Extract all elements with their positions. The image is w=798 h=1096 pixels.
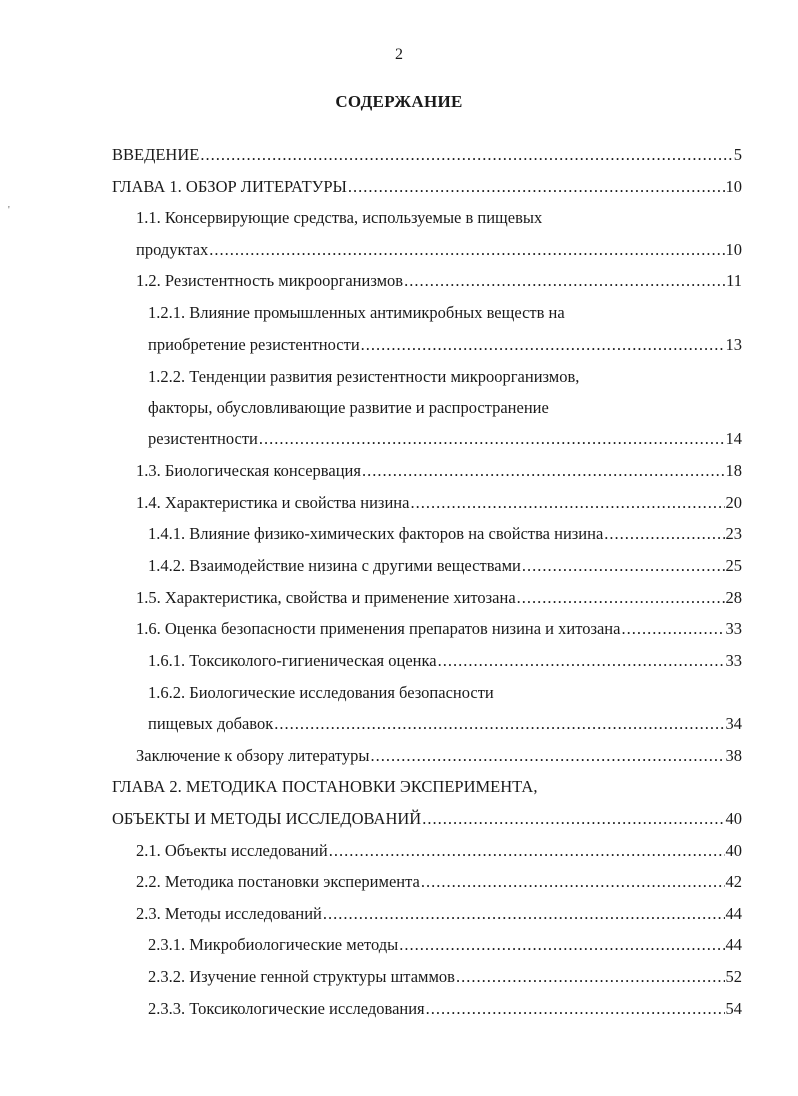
toc-entry-page: 10	[725, 177, 742, 196]
toc-entry-label: факторы, обусловливающие развитие и распространение	[148, 398, 549, 417]
dot-leader	[200, 144, 732, 166]
toc-entry-label: 1.6.2. Биологические исследования безопасности	[148, 683, 494, 702]
dot-leader	[604, 523, 724, 545]
dot-leader	[410, 492, 724, 514]
toc-entry-page: 5	[733, 145, 742, 164]
toc-entry-label: 2.3. Методы исследований	[136, 904, 322, 923]
toc-entry-label: 1.2.2. Тенденции развития резистентности микроорганизмов,	[148, 367, 580, 386]
toc-entry-label: резистентности	[148, 429, 258, 448]
toc-entry-2-3-2[interactable]	[148, 966, 742, 988]
toc-entry-label: ГЛАВА 1. ОБЗОР ЛИТЕРАТУРЫ	[112, 177, 347, 196]
toc-entry-1-2-1-line-1[interactable]	[148, 302, 565, 324]
toc-entry-page: 38	[725, 746, 742, 765]
toc-entry-1-6-1[interactable]	[148, 650, 742, 672]
page-title: СОДЕРЖАНИЕ	[335, 92, 463, 111]
dot-leader	[348, 176, 725, 198]
toc-entry-label: приобретение резистентности	[148, 335, 360, 354]
toc-entry-page: 52	[725, 967, 742, 986]
toc-entry-label: 2.3.1. Микробиологические методы	[148, 935, 399, 954]
toc-entry-1-4-1[interactable]	[148, 523, 742, 545]
toc-entry-1-4[interactable]	[136, 492, 742, 514]
dot-leader	[438, 650, 725, 672]
toc-entry-label: ОБЪЕКТЫ И МЕТОДЫ ИССЛЕДОВАНИЙ	[112, 809, 422, 828]
toc-entry-1-1[interactable]	[136, 239, 742, 261]
toc-entry-1-5[interactable]	[136, 587, 742, 609]
toc-entry-introduction[interactable]	[112, 144, 742, 166]
toc-entry-2-3-1[interactable]	[148, 934, 742, 956]
toc-entry-label: ВВЕДЕНИЕ	[112, 145, 200, 164]
toc-entry-label: ГЛАВА 2. МЕТОДИКА ПОСТАНОВКИ ЭКСПЕРИМЕНТА,	[112, 777, 538, 796]
dot-leader	[323, 903, 725, 925]
toc-entry-chapter-2-line-1[interactable]	[112, 776, 537, 798]
dot-leader	[274, 713, 724, 735]
toc-entry-page: 40	[725, 809, 742, 828]
toc-entry-1-1-line-1[interactable]	[136, 207, 542, 229]
toc-entry-page: 25	[725, 556, 742, 575]
toc-entry-1-6[interactable]	[136, 618, 742, 640]
toc-entry-1-2-2-line-2[interactable]	[148, 397, 549, 419]
toc-entry-1-4-2[interactable]	[148, 555, 742, 577]
dot-leader	[621, 618, 724, 640]
toc-entry-page: 40	[725, 841, 742, 860]
dot-leader	[517, 587, 725, 609]
toc-entry-page: 10	[725, 240, 742, 259]
toc-entry-page: 33	[725, 651, 742, 670]
toc-entry-label: Заключение к обзору литературы	[136, 746, 370, 765]
page-number: 2	[395, 46, 403, 63]
toc-entry-label: 1.2. Резистентность микроорганизмов	[136, 271, 404, 290]
toc-entry-label: 1.4.1. Влияние физико-химических факторов на свойства низина	[148, 524, 604, 543]
toc-entry-page: 28	[725, 588, 742, 607]
toc-entry-page: 42	[725, 872, 742, 891]
dot-leader	[399, 934, 724, 956]
toc-entry-page: 34	[725, 714, 742, 733]
toc-entry-label: 1.5. Характеристика, свойства и применение хитозана	[136, 588, 516, 607]
toc-entry-label: 2.1. Объекты исследований	[136, 841, 328, 860]
margin-mark: '	[8, 205, 10, 216]
dot-leader	[370, 745, 724, 767]
dot-leader	[329, 840, 725, 862]
toc-entry-1-6-2[interactable]	[148, 713, 742, 735]
toc-entry-2-3[interactable]	[136, 903, 742, 925]
toc-entry-label: 1.4. Характеристика и свойства низина	[136, 493, 410, 512]
dot-leader	[426, 998, 725, 1020]
dot-leader	[209, 239, 724, 261]
toc-entry-1-2-2-line-1[interactable]	[148, 366, 579, 388]
dot-leader	[522, 555, 725, 577]
toc-entry-chapter-1[interactable]	[112, 176, 742, 198]
toc-entry-page: 44	[725, 935, 742, 954]
toc-entry-label: 1.3. Биологическая консервация	[136, 461, 361, 480]
toc-entry-page: 14	[725, 429, 742, 448]
toc-entry-2-2[interactable]	[136, 871, 742, 893]
toc-entry-label: 2.2. Методика постановки эксперимента	[136, 872, 420, 891]
toc-entry-2-1[interactable]	[136, 840, 742, 862]
toc-entry-label: 1.6.1. Токсиколого-гигиеническая оценка	[148, 651, 437, 670]
toc-entry-1-2[interactable]	[136, 270, 742, 292]
dot-leader	[421, 871, 725, 893]
toc-entry-label: 1.2.1. Влияние промышленных антимикробных веществ на	[148, 303, 565, 322]
toc-entry-page: 33	[725, 619, 742, 638]
toc-entry-page: 20	[725, 493, 742, 512]
dot-leader	[422, 808, 724, 830]
toc-entry-label: 1.1. Консервирующие средства, используемые в пищевых	[136, 208, 543, 227]
dot-leader	[362, 460, 725, 482]
toc-entry-label: пищевых добавок	[148, 714, 274, 733]
toc-entry-page: 13	[725, 335, 742, 354]
toc-entry-page: 54	[725, 999, 742, 1018]
toc-entry-label: 1.4.2. Взаимодействие низина с другими веществами	[148, 556, 521, 575]
toc-entry-conclusion[interactable]	[136, 745, 742, 767]
dot-leader	[361, 334, 725, 356]
toc-entry-2-3-3[interactable]	[148, 998, 742, 1020]
dot-leader	[404, 270, 725, 292]
toc-entry-page: 23	[725, 524, 742, 543]
toc-entry-1-6-2-line-1[interactable]	[148, 682, 494, 704]
toc-entry-page: 18	[725, 461, 742, 480]
dot-leader	[259, 428, 725, 450]
toc-entry-page: 11	[726, 271, 742, 290]
dot-leader	[456, 966, 725, 988]
toc-entry-1-3[interactable]	[136, 460, 742, 482]
toc-entry-label: продуктах	[136, 240, 209, 259]
toc-entry-label: 2.3.2. Изучение генной структуры штаммов	[148, 967, 455, 986]
toc-entry-label: 1.6. Оценка безопасности применения препаратов низина и хитозана	[136, 619, 621, 638]
toc-entry-page: 44	[725, 904, 742, 923]
toc-entry-1-2-1[interactable]	[148, 334, 742, 356]
toc-entry-1-2-2[interactable]	[148, 428, 742, 450]
toc-entry-chapter-2[interactable]	[112, 808, 742, 830]
toc-entry-label: 2.3.3. Токсикологические исследования	[148, 999, 425, 1018]
